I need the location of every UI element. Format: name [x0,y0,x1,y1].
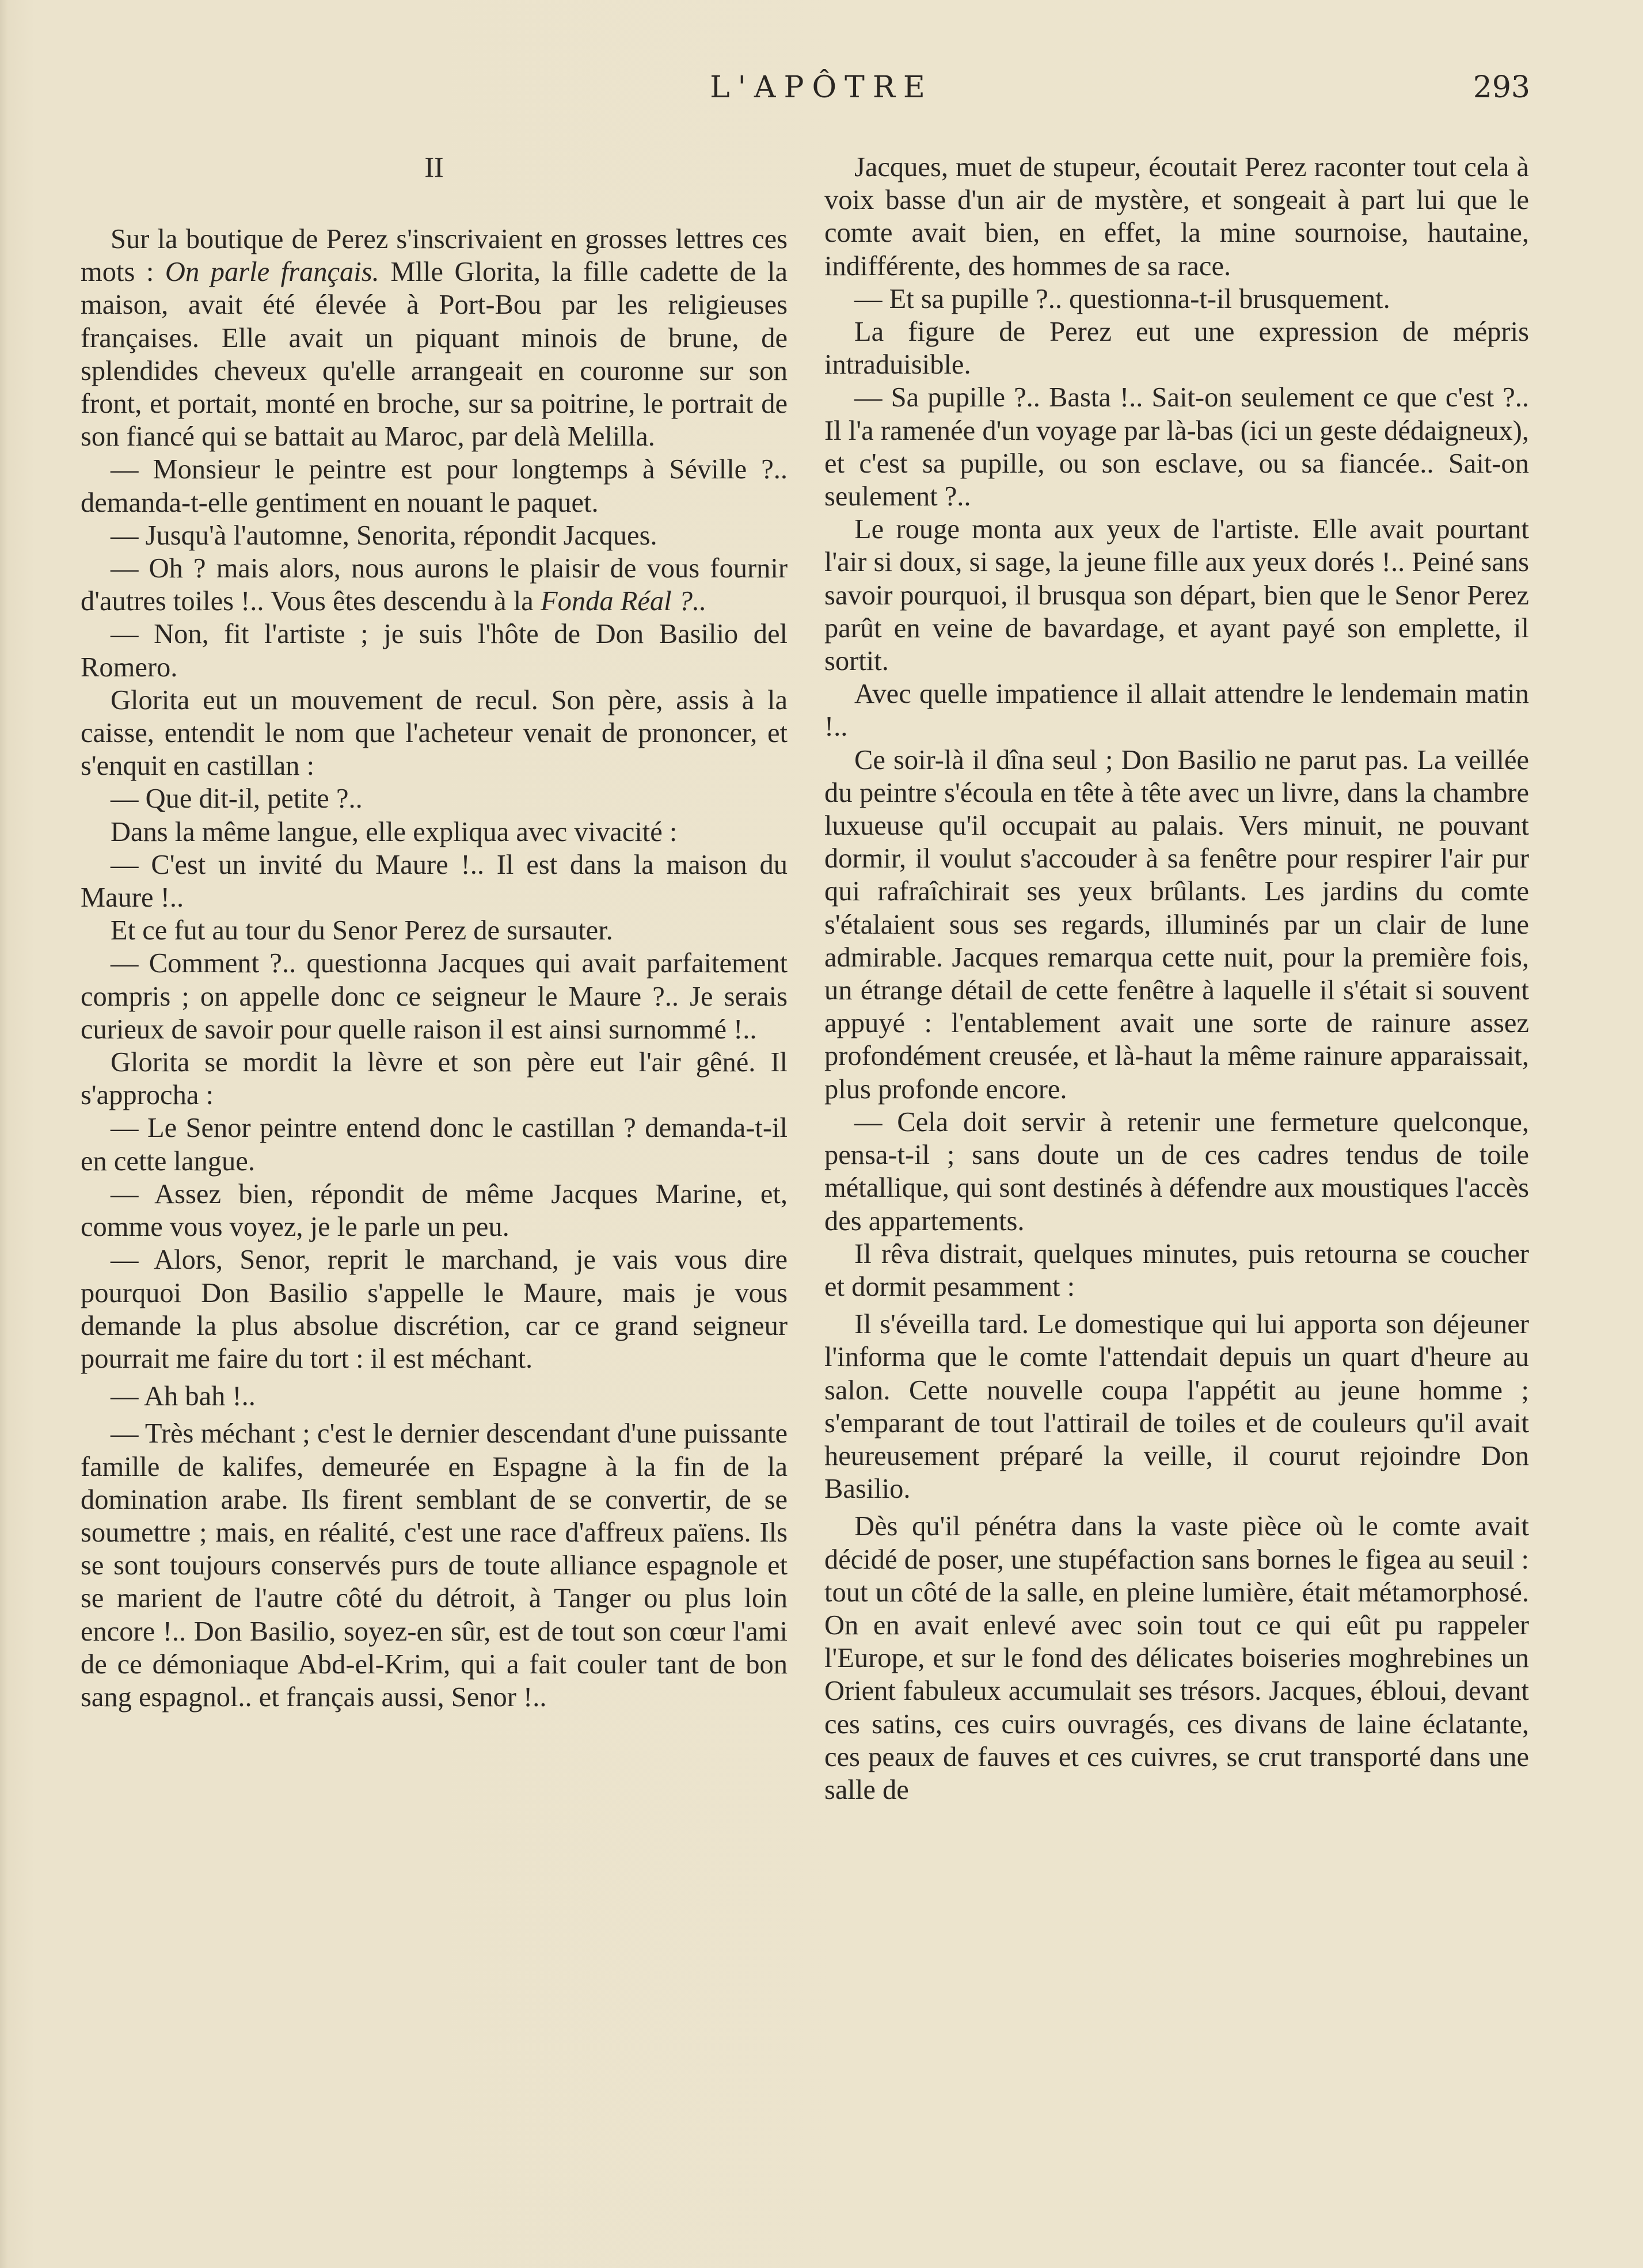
paragraph: — Cela doit servir à retenir une fermeture quelconque, pensa-t-il ; sans doute un de ces cadres tendus de toile métallique, qui sont destinés à défendre aux moustiques l'accès des appartements. [824,1106,1529,1236]
paragraph: Le rouge monta aux yeux de l'artiste. Elle avait pourtant l'air si doux, si sage, la jeune fille aux yeux dorés !.. Peiné sans savoir pourquoi, il brusqua son départ, bien que le Senor Perez parût en veine de bavardage, et ayant payé son emplette, il sortit. [824,514,1529,677]
paragraph: — Très méchant ; c'est le dernier descendant d'une puissante famille de kalifes, demeurée en Espagne à la fin de la domination arabe. Ils firent semblant de se convertir, de se soumettre ; mais, en réalité, c'est une race d'affreux païens. Ils se sont toujours conservés purs de toute alliance espagnole et se marient de l'autre côté du détroit, à Tanger ou plus loin encore !.. Don Basilio, soyez-en sûr, est de tout son cœur l'ami de ce démoniaque Abd-el-Krim, qui a fait couler tant de bon sang espagnol.. et français aussi, Senor !.. [81,1418,788,1713]
paragraph: Il rêva distrait, quelques minutes, puis retourna se coucher et dormit pesamment : [824,1238,1529,1302]
paragraph: Jacques, muet de stupeur, écoutait Perez raconter tout cela à voix basse d'un air de mystère, et songeait à part lui que le comte avait bien, en effet, la mine sournoise, hautaine, indifférente, des hommes de sa race. [824,152,1529,281]
paragraph: — C'est un invité du Maure !.. Il est dans la maison du Maure !.. [81,849,788,914]
paragraph: Dans la même langue, elle expliqua avec vivacité : [111,816,678,847]
paragraph: Glorita eut un mouvement de recul. Son père, assis à la caisse, entendit le nom que l'acheteur venait de prononcer, et s'enquit en castillan : [81,684,788,782]
paragraph: — Comment ?.. questionna Jacques qui avait parfaitement compris ; on appelle donc ce seigneur le Maure ?.. Je serais curieux de savoir pour quelle raison il est ainsi surnommé !.. [81,948,788,1045]
paragraph: Glorita se mordit la lèvre et son père eut l'air gêné. Il s'approcha : [81,1047,788,1111]
paragraph: — Le Senor peintre entend donc le castillan ? demanda-t-il en cette langue. [81,1113,788,1177]
left-column [81,151,788,1714]
running-title: L'APÔTRE [710,70,933,105]
paragraph: — Assez bien, répondit de même Jacques Marine, et, comme vous voyez, je le parle un peu. [81,1178,788,1243]
section-heading: II [424,151,444,183]
paragraph: Sur la boutique de Perez s'inscrivaient en grosses lettres ces mots : On parle français. Mlle Glorita, la fille cadette de la maison, avait été élevée à Port-Bou par les religieuses françaises. Elle avait un piquant minois de brune, de splendides cheveux qu'elle arrangeait en couronne sur son front, et portait, monté en broche, sur sa poitrine, le portrait de son fiancé qui se battait au Maroc, par delà Melilla. [81,224,788,452]
paragraph: — Et sa pupille ?.. questionna-t-il brusquement. [854,283,1390,314]
page-header [0,63,1643,115]
paragraph: — Que dit-il, petite ?.. [111,783,363,815]
paragraph: — Alors, Senor, reprit le marchand, je vais vous dire pourquoi Don Basilio s'appelle le Maure, mais je vous demande la plus absolue discrétion, car ce grand seigneur pourrait me faire du tort : il est méchant. [81,1245,788,1374]
paragraph: Et ce fut au tour du Senor Perez de sursauter. [111,915,613,946]
page-number: 293 [1473,70,1530,105]
paragraph: — Ah bah !.. [111,1381,256,1412]
paragraph: Avec quelle impatience il allait attendre le lendemain matin !.. [824,679,1529,743]
paragraph: Ce soir-là il dîna seul ; Don Basilio ne parut pas. La veillée du peintre s'écoula en tête à tête avec un livre, dans la chambre luxueuse qu'il occupait au palais. Vers minuit, ne pouvant dormir, il voulut s'accouder à sa fenêtre pour respirer l'air pur qui rafraîchirait ses yeux brûlants. Les jardins du comte s'étalaient sous ses regards, illuminés par un clair de lune admirable. Jacques remarqua cette nuit, pour la première fois, un étrange détail de cette fenêtre à laquelle il s'était si souvent appuyé : l'entablement avait une sorte de rainure assez profondément creusée, et là-haut la même rainure apparaissait, plus profonde encore. [824,744,1529,1105]
paragraph: — Oh ? mais alors, nous aurons le plaisir de vous fournir d'autres toiles !.. Vous êtes descendu à la Fonda Réal ?.. [81,553,788,617]
paragraph: — Jusqu'à l'automne, Senorita, répondit Jacques. [111,520,657,551]
paragraph: Il s'éveilla tard. Le domestique qui lui apporta son déjeuner l'informa que le comte l'attendait depuis un quart d'heure au salon. Cette nouvelle coupa l'appétit au jeune homme ; s'emparant de tout l'attirail de toiles et de couleurs qu'il avait heureusement préparé la veille, il courut rejoindre Don Basilio. [824,1309,1529,1505]
paragraph: — Sa pupille ?.. Basta !.. Sait-on seulement ce que c'est ?.. Il l'a ramenée d'un voyage par là-bas (ici un geste dédaigneux), et c'est sa pupille, ou son esclave, ou sa fiancée.. Sait-on seulement ?.. [824,382,1529,512]
paragraph: Dès qu'il pénétra dans la vaste pièce où le comte avait décidé de poser, une stupéfaction sans bornes le figea au seuil : tout un côté de la salle, en pleine lumière, était métamorphosé. On en avait enlevé avec soin tout ce qui eût pu rappeler l'Europe, et sur le fond des délicates boiseries moghrebines un Orient fabuleux accumulait ses trésors. Jacques, ébloui, devant ces satins, ces cuirs ouvragés, ces divans de laine éclatante, ces peaux de fauves et ces cuivres, se crut transporté dans une salle de [824,1511,1529,1805]
paragraph: — Monsieur le peintre est pour longtemps à Séville ?.. demanda-t-elle gentiment en nouant le paquet. [81,454,788,518]
paragraph: La figure de Perez eut une expression de mépris intraduisible. [824,317,1529,380]
paragraph: — Non, fit l'artiste ; je suis l'hôte de Don Basilio del Romero. [81,619,788,683]
right-column [824,151,1529,1806]
